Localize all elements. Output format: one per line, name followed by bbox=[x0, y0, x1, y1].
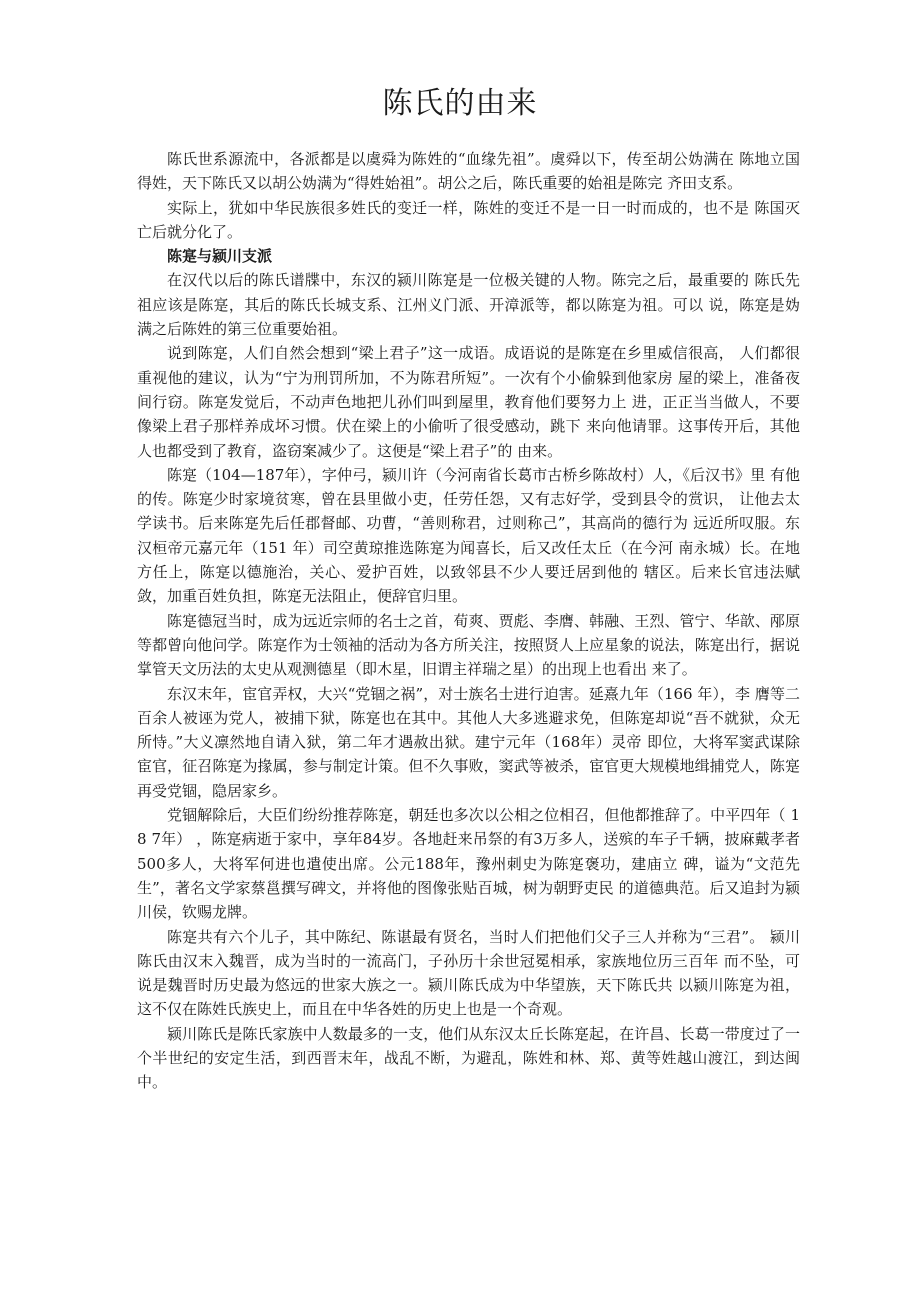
page-title: 陈氏的由来 bbox=[382, 86, 538, 121]
document-body bbox=[137, 147, 800, 1095]
paragraph: 在汉代以后的陈氏谱牒中，东汉的颍川陈寔是一位极关键的人物。陈完之后，最重要的 陈氏先祖应该是陈寔，其后的陈氏长城支系、江州义门派、开漳派等，都以陈寔为祖。可以 说，陈寔是妫满之后陈姓的第三位重要始祖。 bbox=[137, 271, 800, 339]
paragraph: 陈寔（104—187年），字仲弓，颍川许（今河南省长葛市古桥乡陈故村）人，《后汉书》里 有他的传。陈寔少时家境贫寒，曾在县里做小吏，任劳任怨，又有志好学，受到县令的赏识， 让他去太学读书。后来陈寔先后任郡督邮、功曹，“善则称君，过则称己”，其高尚的德行为 远近所叹服。东汉桓帝元嘉元年（151 年）司空黄琼推选陈寔为闻喜长，后又改任太丘（在今河 南永城）长。在地方任上，陈寔以德施治，关心、爱护百姓，以致邻县不少人要迁居到他的 辖区。后来长官违法赋敛，加重百姓负担，陈寔无法阻止，便辞官归里。 bbox=[137, 465, 800, 606]
paragraph: 党锢解除后，大臣们纷纷推荐陈寔，朝廷也多次以公相之位相召，但他都推辞了。中平四年（ 1 8 7年） ，陈寔病逝于家中，享年84岁。各地赶来吊祭的有3万多人，送殡的车子千辆，披麻戴孝者500多人，大将军何进也遣使出席。公元188年，豫州刺史为陈寔褒功，建庙立 碑，谥为“文范先生”，著名文学家蔡邕撰写碑文，并将他的图像张贴百城，树为朝野吏民 的道德典范。后又追封为颍川侯，钦赐龙牌。 bbox=[137, 806, 800, 922]
paragraph: 东汉末年，宦官弄权，大兴“党锢之祸”，对士族名士进行迫害。延熹九年（166 年），李 膺等二百余人被诬为党人，被捕下狱，陈寔也在其中。其他人大多逃避求免，但陈寔却说“吾不就狱，众无所恃。”大义凛然地自请入狱，第二年才遇赦出狱。建宁元年（168年）灵帝 即位，大将军窦武谋除宦官，征召陈寔为掾属，参与制定计策。但不久事败，窦武等被杀，宦官更大规模地缉捕党人，陈寔再受党锢，隐居家乡。 bbox=[137, 684, 800, 800]
paragraph: 颍川陈氏是陈氏家族中人数最多的一支，他们从东汉太丘长陈寔起，在许昌、长葛一带度过了一个半世纪的安定生活，到西晋末年，战乱不断，为避乱，陈姓和林、郑、黄等姓越山渡江，到达闽中。 bbox=[137, 1024, 800, 1092]
paragraph: 实际上，犹如中华民族很多姓氏的变迁一样，陈姓的变迁不是一日一时而成的，也不是 陈国灭亡后就分化了。 bbox=[137, 198, 800, 241]
paragraph: 说到陈寔，人们自然会想到“梁上君子”这一成语。成语说的是陈寔在乡里威信很高， 人们都很重视他的建议，认为“宁为刑罚所加，不为陈君所短”。一次有个小偷躲到他家房 屋的梁上，准备夜间行窃。陈寔发觉后，不动声色地把儿孙们叫到屋里，教育他们要努力上 进，正正当当做人，不要像梁上君子那样养成坏习惯。伏在梁上的小偷听了很受感动，跳下 来向他请罪。这事传开后，其他人也都受到了教育，盗窃案减少了。这便是“梁上君子”的 由来。 bbox=[137, 344, 800, 460]
section-heading: 陈寔与颍川支派 bbox=[167, 247, 273, 266]
paragraph: 陈寔德冠当时，成为远近宗师的名士之首，荀爽、贾彪、李膺、韩融、王烈、管宁、华歆、邴原等都曾向他问学。陈寔作为士领袖的活动为各方所关注，按照贤人上应星象的说法，陈寔出行，据说掌管天文历法的太史从观测德星（即木星，旧谓主祥瑞之星）的出现上也看出 来了。 bbox=[137, 611, 800, 679]
paragraph: 陈寔共有六个儿子，其中陈纪、陈谌最有贤名，当时人们把他们父子三人并称为“三君”。 颍川陈氏由汉末入魏晋，成为当时的一流高门，子孙历十余世冠冕相承，家族地位历三百年 而不坠，可说是魏晋时历史最为悠远的世家大族之一。颍川陈氏成为中华望族，天下陈氏共 以颍川陈寔为祖，这不仅在陈姓氏族史上，而且在中华各姓的历史上也是一个奇观。 bbox=[137, 927, 800, 1019]
paragraph: 陈氏世系源流中，各派都是以虞舜为陈姓的“血缘先祖”。虞舜以下，传至胡公妫满在 陈地立国得姓，天下陈氏又以胡公妫满为“得姓始祖”。胡公之后，陈氏重要的始祖是陈完 齐田支系。 bbox=[137, 150, 800, 193]
